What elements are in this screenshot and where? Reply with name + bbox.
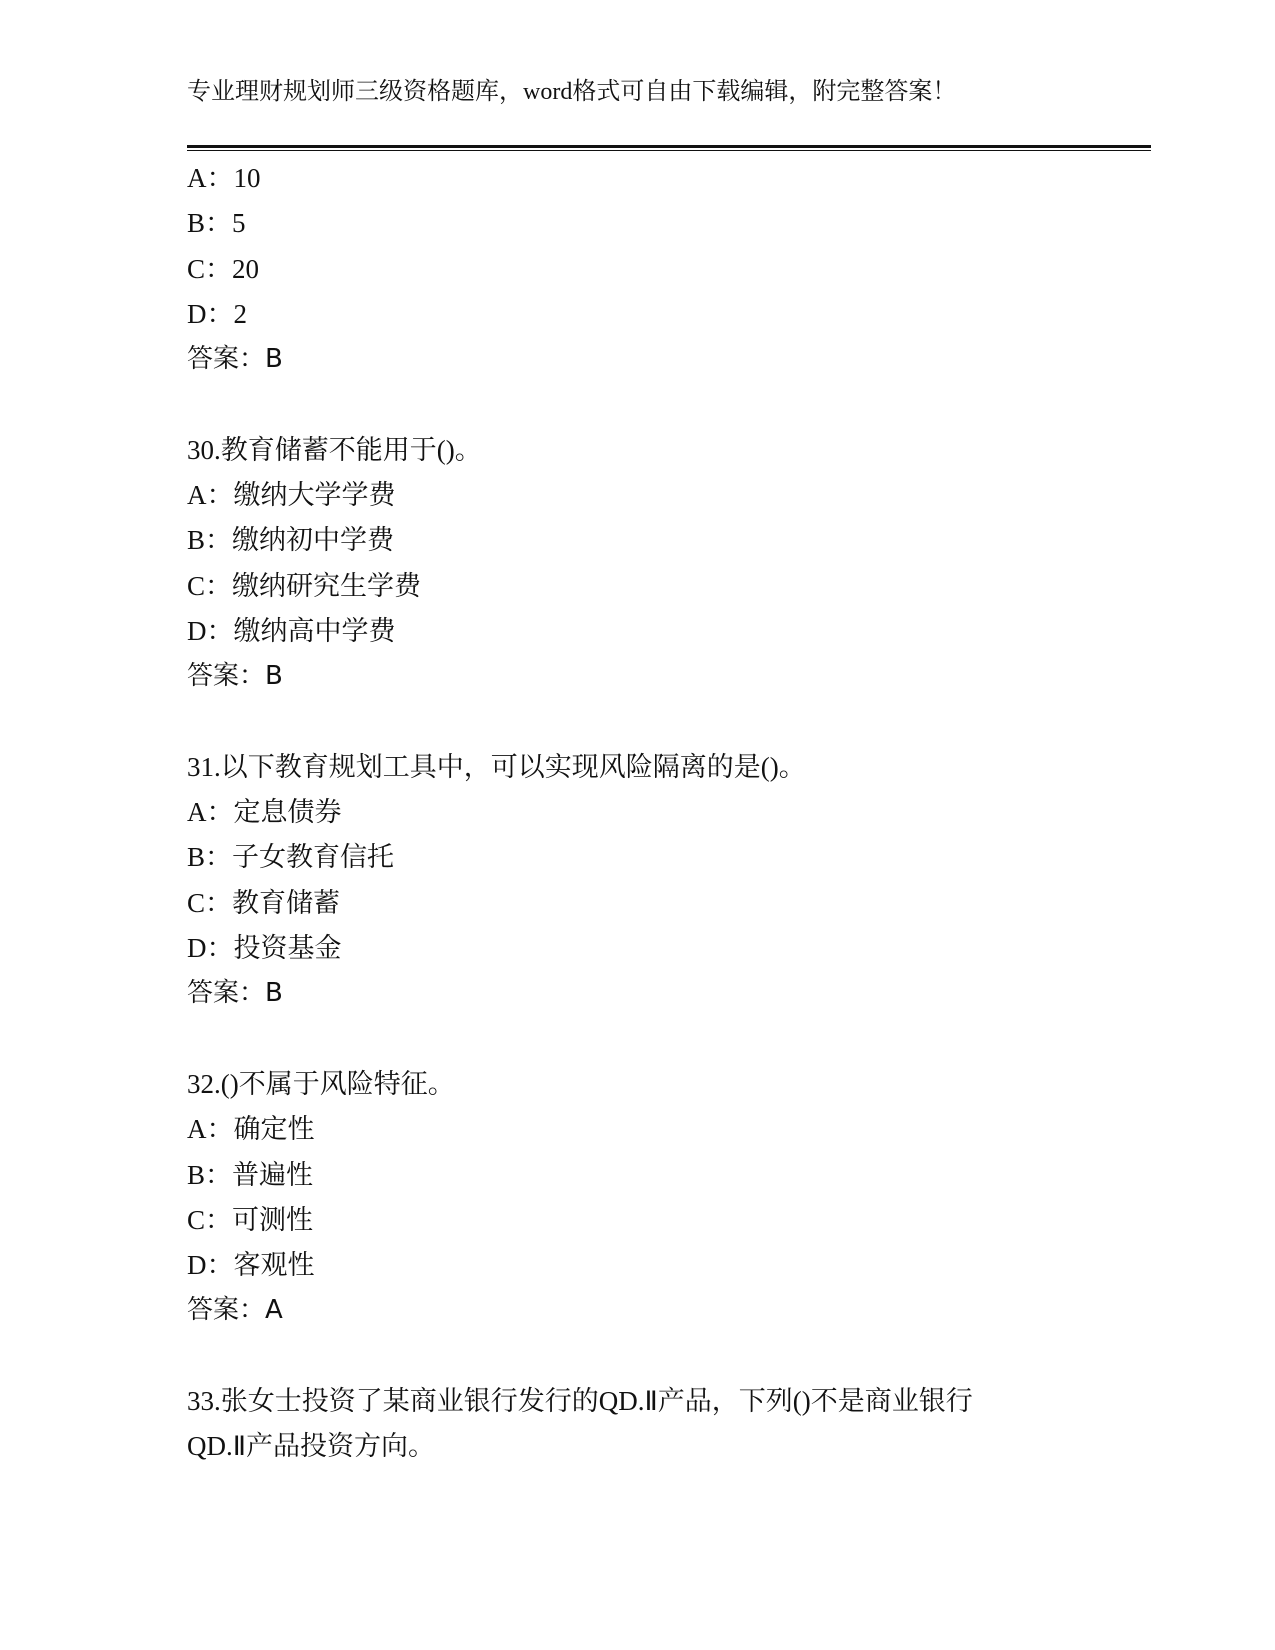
option-text: 可测性 — [232, 1204, 314, 1235]
option-label: D： — [187, 933, 234, 964]
option-text: 缴纳初中学费 — [232, 525, 395, 556]
option-label: A： — [187, 1114, 234, 1145]
option-label: A： — [187, 163, 234, 193]
option-a — [187, 156, 1151, 201]
question-block — [187, 1379, 1151, 1470]
option-label: B： — [187, 842, 233, 873]
answer-value: B — [265, 344, 283, 375]
option-label: A： — [187, 480, 234, 511]
option-label: C： — [187, 1204, 233, 1235]
option-label: B： — [187, 1159, 233, 1190]
answer-label: 答案： — [187, 978, 266, 1009]
answer-value: B — [265, 661, 283, 692]
option-d — [187, 1243, 1151, 1288]
question-block — [187, 745, 1151, 1017]
answer-label: 答案： — [187, 1295, 266, 1326]
option-c — [187, 564, 1151, 609]
option-label: A： — [187, 797, 234, 828]
option-d — [187, 609, 1151, 654]
option-label: C： — [187, 570, 233, 601]
option-d — [187, 926, 1151, 971]
option-text: 确定性 — [233, 1114, 315, 1145]
header-double-rule — [187, 145, 1151, 151]
option-c — [187, 1198, 1151, 1243]
answer-line — [187, 337, 1151, 382]
answer-line — [187, 654, 1151, 699]
answer-label: 答案： — [187, 344, 266, 375]
question-block — [187, 428, 1151, 700]
option-text: 教育储蓄 — [232, 887, 341, 918]
answer-line — [187, 1288, 1151, 1333]
question-list — [187, 156, 1151, 1470]
option-text: 10 — [233, 163, 261, 193]
option-text: 5 — [232, 208, 246, 239]
option-text: 普遍性 — [232, 1159, 314, 1190]
question-stem: 30.教育储蓄不能用于()。 — [187, 434, 482, 465]
option-text: 2 — [233, 298, 247, 329]
question-stem: 33.张女士投资了某商业银行发行的QD.Ⅱ产品，下列()不是商业银行 — [187, 1386, 973, 1417]
option-text: 缴纳大学学费 — [233, 480, 396, 511]
option-b — [187, 201, 1151, 246]
option-text: 投资基金 — [233, 933, 342, 964]
option-c — [187, 881, 1151, 926]
option-b — [187, 1153, 1151, 1198]
answer-line — [187, 971, 1151, 1016]
option-label: B： — [187, 208, 233, 239]
question-stem: 32.()不属于风险特征。 — [187, 1068, 455, 1099]
page-header-title: 专业理财规划师三级资格题库，word格式可自由下载编辑，附完整答案！ — [187, 79, 957, 105]
answer-value: A — [265, 1295, 283, 1326]
question-stem: 31.以下教育规划工具中，可以实现风险隔离的是()。 — [187, 751, 806, 782]
option-c — [187, 247, 1151, 292]
option-label: C： — [187, 887, 233, 918]
option-label: C： — [187, 253, 233, 284]
option-label: D： — [187, 615, 234, 646]
option-d — [187, 292, 1151, 337]
question-stem-continued: QD.Ⅱ产品投资方向。 — [187, 1431, 436, 1462]
option-a — [187, 1107, 1151, 1152]
answer-value: B — [265, 978, 283, 1009]
option-text: 缴纳研究生学费 — [232, 570, 422, 601]
option-text: 缴纳高中学费 — [233, 615, 396, 646]
option-text: 客观性 — [233, 1250, 315, 1281]
option-a — [187, 473, 1151, 518]
option-a — [187, 790, 1151, 835]
option-text: 20 — [232, 253, 260, 284]
question-block — [187, 156, 1151, 382]
option-label: B： — [187, 525, 233, 556]
question-block — [187, 1062, 1151, 1334]
option-label: D： — [187, 298, 234, 329]
option-label: D： — [187, 1250, 234, 1281]
option-text: 定息债券 — [233, 797, 342, 828]
answer-label: 答案： — [187, 661, 266, 692]
option-b — [187, 518, 1151, 563]
option-b — [187, 835, 1151, 880]
option-text: 子女教育信托 — [232, 842, 395, 873]
